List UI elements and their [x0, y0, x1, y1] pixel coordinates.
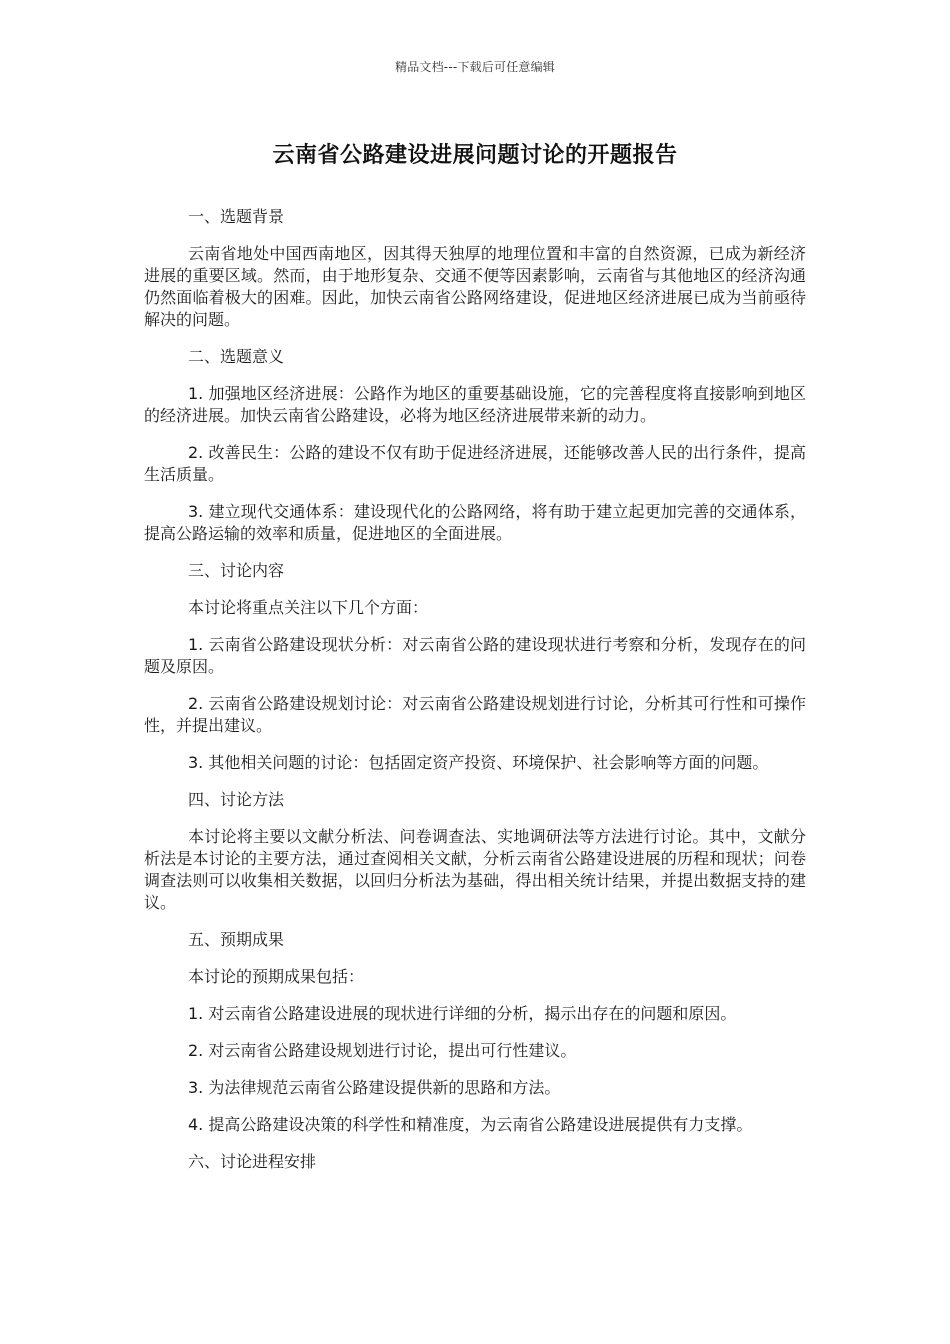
document-title: 云南省公路建设进展问题讨论的开题报告 — [272, 143, 678, 168]
section-heading-methods: 四、讨论方法 — [188, 790, 285, 809]
section-heading-content: 三、讨论内容 — [188, 561, 285, 580]
section-heading-outcomes: 五、预期成果 — [188, 930, 285, 949]
list-item-outcomes-4: 4. 提高公路建设决策的科学性和精准度，为云南省公路建设进展提供有力支撑。 — [188, 1115, 753, 1134]
header-note: 精品文档---下载后可任意编辑 — [395, 60, 555, 74]
list-item-significance-3: 3. 建立现代交通体系：建设现代化的公路网络，将有助于建立起更加完善的交通体系，提高公路运输的效率和质量，促进地区的全面进展。 — [144, 502, 806, 543]
list-item-significance-1: 1. 加强地区经济进展：公路作为地区的重要基础设施，它的完善程度将直接影响到地区的经济进展。加快云南省公路建设，必将为地区经济进展带来新的动力。 — [144, 384, 806, 425]
section-heading-schedule: 六、讨论进程安排 — [188, 1152, 317, 1171]
paragraph-methods: 本讨论将主要以文献分析法、问卷调查法、实地调研法等方法进行讨论。其中，文献分析法是本讨论的主要方法，通过查阅相关文献，分析云南省公路建设进展的历程和现状；问卷调查法则可以收集相关数据，以回归分析法为基础，得出相关统计结果，并提出数据支持的建议。 — [144, 827, 806, 912]
list-item-outcomes-3: 3. 为法律规范云南省公路建设提供新的思路和方法。 — [188, 1078, 561, 1097]
list-item-outcomes-1: 1. 对云南省公路建设进展的现状进行详细的分析，揭示出存在的问题和原因。 — [188, 1004, 737, 1023]
list-item-significance-2: 2. 改善民生：公路的建设不仅有助于促进经济进展，还能够改善人民的出行条件，提高生活质量。 — [144, 443, 806, 484]
paragraph-content-intro: 本讨论将重点关注以下几个方面： — [188, 598, 429, 617]
paragraph-outcomes-intro: 本讨论的预期成果包括： — [188, 967, 365, 986]
paragraph-background: 云南省地处中国西南地区，因其得天独厚的地理位置和丰富的自然资源，已成为新经济进展的重要区域。然而，由于地形复杂、交通不便等因素影响，云南省与其他地区的经济沟通仍然面临着极大的困难。因此，加快云南省公路网络建设，促进地区经济进展已成为当前亟待解决的问题。 — [144, 244, 806, 329]
section-heading-significance: 二、选题意义 — [188, 347, 285, 366]
list-item-content-1: 1. 云南省公路建设现状分析：对云南省公路的建设现状进行考察和分析，发现存在的问题及原因。 — [144, 635, 806, 676]
list-item-content-2: 2. 云南省公路建设规划讨论：对云南省公路建设规划进行讨论，分析其可行性和可操作性，并提出建议。 — [144, 694, 806, 735]
list-item-content-3: 3. 其他相关问题的讨论：包括固定资产投资、环境保护、社会影响等方面的问题。 — [188, 753, 769, 772]
section-heading-background: 一、选题背景 — [188, 207, 285, 226]
document-body — [144, 206, 806, 1188]
list-item-outcomes-2: 2. 对云南省公路建设规划进行讨论，提出可行性建议。 — [188, 1041, 577, 1060]
